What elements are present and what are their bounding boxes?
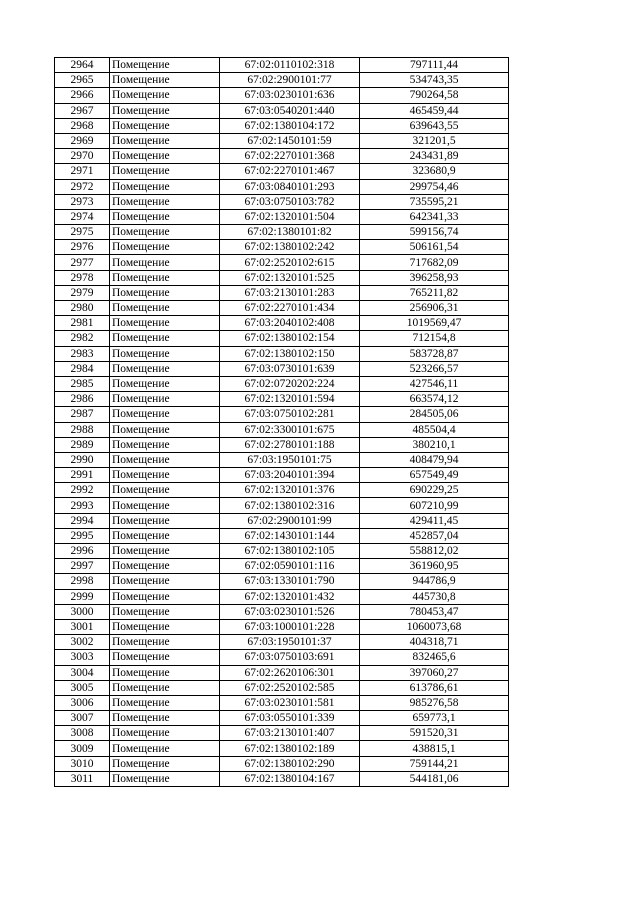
cadastral-value-cell: 642341,33 [360,209,509,224]
row-number-cell: 3003 [55,650,110,665]
object-type-cell: Помещение [110,422,220,437]
cadastral-number-cell: 67:03:0540201:440 [220,103,360,118]
cadastral-number-cell: 67:02:1430101:144 [220,528,360,543]
object-type-cell: Помещение [110,285,220,300]
cadastral-value-cell: 790264,58 [360,88,509,103]
row-number-cell: 2974 [55,209,110,224]
cadastral-number-cell: 67:02:2900101:77 [220,73,360,88]
row-number-cell: 2995 [55,528,110,543]
object-type-cell: Помещение [110,574,220,589]
object-type-cell: Помещение [110,331,220,346]
row-number-cell: 2988 [55,422,110,437]
cadastral-value-cell: 690229,25 [360,483,509,498]
cadastral-number-cell: 67:02:2270101:467 [220,164,360,179]
object-type-cell: Помещение [110,179,220,194]
table-row [55,133,509,148]
cadastral-number-cell: 67:03:0730101:639 [220,361,360,376]
table-row [55,301,509,316]
table-row [55,270,509,285]
object-type-cell: Помещение [110,468,220,483]
property-registry-table [54,57,509,787]
object-type-cell: Помещение [110,164,220,179]
row-number-cell: 2990 [55,452,110,467]
table-row [55,376,509,391]
cadastral-value-cell: 797111,44 [360,58,509,73]
row-number-cell: 2985 [55,376,110,391]
row-number-cell: 2977 [55,255,110,270]
cadastral-number-cell: 67:03:2040102:408 [220,316,360,331]
cadastral-value-cell: 243431,89 [360,149,509,164]
object-type-cell: Помещение [110,756,220,771]
cadastral-value-cell: 361960,95 [360,559,509,574]
table-row [55,695,509,710]
table-row [55,528,509,543]
object-type-cell: Помещение [110,194,220,209]
row-number-cell: 2989 [55,437,110,452]
cadastral-number-cell: 67:03:2040101:394 [220,468,360,483]
table-row [55,711,509,726]
cadastral-value-cell: 765211,82 [360,285,509,300]
cadastral-number-cell: 67:02:2270101:434 [220,301,360,316]
table-row [55,316,509,331]
object-type-cell: Помещение [110,133,220,148]
cadastral-number-cell: 67:02:2780101:188 [220,437,360,452]
object-type-cell: Помещение [110,225,220,240]
row-number-cell: 2994 [55,513,110,528]
object-type-cell: Помещение [110,711,220,726]
cadastral-value-cell: 397060,27 [360,665,509,680]
object-type-cell: Помещение [110,270,220,285]
cadastral-number-cell: 67:02:1320101:594 [220,392,360,407]
cadastral-number-cell: 67:02:0590101:116 [220,559,360,574]
table-row [55,422,509,437]
cadastral-number-cell: 67:02:3300101:675 [220,422,360,437]
object-type-cell: Помещение [110,392,220,407]
table-row [55,331,509,346]
cadastral-number-cell: 67:03:0750102:281 [220,407,360,422]
row-number-cell: 2966 [55,88,110,103]
table-row [55,103,509,118]
cadastral-value-cell: 1019569,47 [360,316,509,331]
row-number-cell: 2972 [55,179,110,194]
table-row [55,483,509,498]
cadastral-value-cell: 639643,55 [360,118,509,133]
object-type-cell: Помещение [110,559,220,574]
cadastral-value-cell: 735595,21 [360,194,509,209]
cadastral-number-cell: 67:03:0230101:526 [220,604,360,619]
table-row [55,498,509,513]
table-row [55,407,509,422]
cadastral-number-cell: 67:03:0750103:691 [220,650,360,665]
cadastral-value-cell: 396258,93 [360,270,509,285]
object-type-cell: Помещение [110,589,220,604]
cadastral-number-cell: 67:02:2270101:368 [220,149,360,164]
row-number-cell: 3004 [55,665,110,680]
cadastral-number-cell: 67:03:0230101:636 [220,88,360,103]
cadastral-number-cell: 67:02:1320101:504 [220,209,360,224]
table-row [55,680,509,695]
object-type-cell: Помещение [110,376,220,391]
object-type-cell: Помещение [110,528,220,543]
table-row [55,741,509,756]
object-type-cell: Помещение [110,604,220,619]
cadastral-value-cell: 380210,1 [360,437,509,452]
row-number-cell: 2971 [55,164,110,179]
cadastral-number-cell: 67:03:1330101:790 [220,574,360,589]
object-type-cell: Помещение [110,726,220,741]
cadastral-number-cell: 67:02:1380102:316 [220,498,360,513]
cadastral-number-cell: 67:03:0840101:293 [220,179,360,194]
table-row [55,58,509,73]
cadastral-number-cell: 67:02:2620106:301 [220,665,360,680]
row-number-cell: 3005 [55,680,110,695]
cadastral-number-cell: 67:02:0110102:318 [220,58,360,73]
object-type-cell: Помещение [110,665,220,680]
cadastral-value-cell: 613786,61 [360,680,509,695]
cadastral-value-cell: 321201,5 [360,133,509,148]
cadastral-number-cell: 67:03:0750103:782 [220,194,360,209]
cadastral-value-cell: 465459,44 [360,103,509,118]
object-type-cell: Помещение [110,240,220,255]
table-row [55,756,509,771]
row-number-cell: 2987 [55,407,110,422]
row-number-cell: 2969 [55,133,110,148]
object-type-cell: Помещение [110,103,220,118]
cadastral-value-cell: 534743,35 [360,73,509,88]
cadastral-value-cell: 323680,9 [360,164,509,179]
table-row [55,285,509,300]
cadastral-number-cell: 67:02:1380102:189 [220,741,360,756]
cadastral-number-cell: 67:03:0230101:581 [220,695,360,710]
cadastral-number-cell: 67:02:0720202:224 [220,376,360,391]
row-number-cell: 2968 [55,118,110,133]
cadastral-number-cell: 67:02:2520102:615 [220,255,360,270]
row-number-cell: 3001 [55,619,110,634]
cadastral-value-cell: 607210,99 [360,498,509,513]
row-number-cell: 2979 [55,285,110,300]
table-row [55,468,509,483]
object-type-cell: Помещение [110,650,220,665]
cadastral-number-cell: 67:02:2520102:585 [220,680,360,695]
cadastral-value-cell: 657549,49 [360,468,509,483]
cadastral-value-cell: 429411,45 [360,513,509,528]
cadastral-number-cell: 67:02:1450101:59 [220,133,360,148]
cadastral-number-cell: 67:02:1380102:154 [220,331,360,346]
cadastral-value-cell: 712154,8 [360,331,509,346]
cadastral-value-cell: 544181,06 [360,771,509,786]
row-number-cell: 3002 [55,635,110,650]
table-row [55,346,509,361]
row-number-cell: 2983 [55,346,110,361]
row-number-cell: 2975 [55,225,110,240]
row-number-cell: 2992 [55,483,110,498]
row-number-cell: 3010 [55,756,110,771]
table-row [55,255,509,270]
cadastral-value-cell: 438815,1 [360,741,509,756]
table-row [55,225,509,240]
cadastral-value-cell: 832465,6 [360,650,509,665]
row-number-cell: 2986 [55,392,110,407]
object-type-cell: Помещение [110,346,220,361]
table-row [55,589,509,604]
row-number-cell: 3011 [55,771,110,786]
table-row [55,452,509,467]
row-number-cell: 3006 [55,695,110,710]
table-row [55,635,509,650]
cadastral-value-cell: 583728,87 [360,346,509,361]
row-number-cell: 2982 [55,331,110,346]
row-number-cell: 2998 [55,574,110,589]
cadastral-value-cell: 659773,1 [360,711,509,726]
cadastral-value-cell: 408479,94 [360,452,509,467]
table-row [55,650,509,665]
table-row [55,544,509,559]
cadastral-value-cell: 717682,09 [360,255,509,270]
row-number-cell: 2984 [55,361,110,376]
cadastral-value-cell: 759144,21 [360,756,509,771]
table-row [55,164,509,179]
cadastral-number-cell: 67:03:1950101:75 [220,452,360,467]
table-row [55,771,509,786]
object-type-cell: Помещение [110,452,220,467]
table-row [55,88,509,103]
object-type-cell: Помещение [110,58,220,73]
cadastral-number-cell: 67:02:1380102:290 [220,756,360,771]
row-number-cell: 3000 [55,604,110,619]
object-type-cell: Помещение [110,407,220,422]
table-row [55,240,509,255]
cadastral-number-cell: 67:02:1320101:376 [220,483,360,498]
cadastral-value-cell: 1060073,68 [360,619,509,634]
cadastral-number-cell: 67:02:1320101:432 [220,589,360,604]
cadastral-value-cell: 780453,47 [360,604,509,619]
cadastral-value-cell: 452857,04 [360,528,509,543]
object-type-cell: Помещение [110,513,220,528]
table-row [55,179,509,194]
object-type-cell: Помещение [110,255,220,270]
row-number-cell: 2973 [55,194,110,209]
row-number-cell: 2996 [55,544,110,559]
row-number-cell: 2999 [55,589,110,604]
object-type-cell: Помещение [110,483,220,498]
cadastral-value-cell: 599156,74 [360,225,509,240]
cadastral-value-cell: 523266,57 [360,361,509,376]
object-type-cell: Помещение [110,437,220,452]
cadastral-value-cell: 663574,12 [360,392,509,407]
object-type-cell: Помещение [110,301,220,316]
cadastral-value-cell: 944786,9 [360,574,509,589]
table-row [55,726,509,741]
object-type-cell: Помещение [110,149,220,164]
row-number-cell: 3009 [55,741,110,756]
object-type-cell: Помещение [110,209,220,224]
table-row [55,209,509,224]
row-number-cell: 2964 [55,58,110,73]
row-number-cell: 2970 [55,149,110,164]
cadastral-number-cell: 67:03:2130101:407 [220,726,360,741]
object-type-cell: Помещение [110,73,220,88]
registry-table-body [55,58,509,787]
table-row [55,361,509,376]
object-type-cell: Помещение [110,695,220,710]
row-number-cell: 2981 [55,316,110,331]
table-row [55,149,509,164]
cadastral-number-cell: 67:03:1950101:37 [220,635,360,650]
cadastral-number-cell: 67:03:1000101:228 [220,619,360,634]
table-row [55,559,509,574]
cadastral-value-cell: 284505,06 [360,407,509,422]
cadastral-number-cell: 67:02:1320101:525 [220,270,360,285]
cadastral-value-cell: 485504,4 [360,422,509,437]
table-row [55,513,509,528]
object-type-cell: Помещение [110,741,220,756]
table-row [55,118,509,133]
row-number-cell: 2991 [55,468,110,483]
cadastral-value-cell: 256906,31 [360,301,509,316]
cadastral-value-cell: 404318,71 [360,635,509,650]
object-type-cell: Помещение [110,544,220,559]
row-number-cell: 2980 [55,301,110,316]
object-type-cell: Помещение [110,680,220,695]
cadastral-number-cell: 67:02:2900101:99 [220,513,360,528]
cadastral-value-cell: 299754,46 [360,179,509,194]
object-type-cell: Помещение [110,118,220,133]
row-number-cell: 2997 [55,559,110,574]
cadastral-number-cell: 67:03:0550101:339 [220,711,360,726]
table-row [55,194,509,209]
cadastral-value-cell: 427546,11 [360,376,509,391]
object-type-cell: Помещение [110,771,220,786]
cadastral-number-cell: 67:03:2130101:283 [220,285,360,300]
cadastral-value-cell: 985276,58 [360,695,509,710]
object-type-cell: Помещение [110,361,220,376]
table-row [55,437,509,452]
cadastral-number-cell: 67:02:1380101:82 [220,225,360,240]
row-number-cell: 2965 [55,73,110,88]
cadastral-number-cell: 67:02:1380104:172 [220,118,360,133]
row-number-cell: 3007 [55,711,110,726]
table-row [55,619,509,634]
cadastral-value-cell: 558812,02 [360,544,509,559]
object-type-cell: Помещение [110,316,220,331]
table-row [55,392,509,407]
row-number-cell: 2967 [55,103,110,118]
table-row [55,574,509,589]
cadastral-number-cell: 67:02:1380102:242 [220,240,360,255]
table-row [55,73,509,88]
object-type-cell: Помещение [110,498,220,513]
row-number-cell: 2976 [55,240,110,255]
table-row [55,604,509,619]
row-number-cell: 3008 [55,726,110,741]
cadastral-number-cell: 67:02:1380102:150 [220,346,360,361]
cadastral-number-cell: 67:02:1380104:167 [220,771,360,786]
object-type-cell: Помещение [110,635,220,650]
row-number-cell: 2993 [55,498,110,513]
table-row [55,665,509,680]
cadastral-value-cell: 506161,54 [360,240,509,255]
object-type-cell: Помещение [110,619,220,634]
cadastral-number-cell: 67:02:1380102:105 [220,544,360,559]
object-type-cell: Помещение [110,88,220,103]
cadastral-value-cell: 445730,8 [360,589,509,604]
cadastral-value-cell: 591520,31 [360,726,509,741]
row-number-cell: 2978 [55,270,110,285]
